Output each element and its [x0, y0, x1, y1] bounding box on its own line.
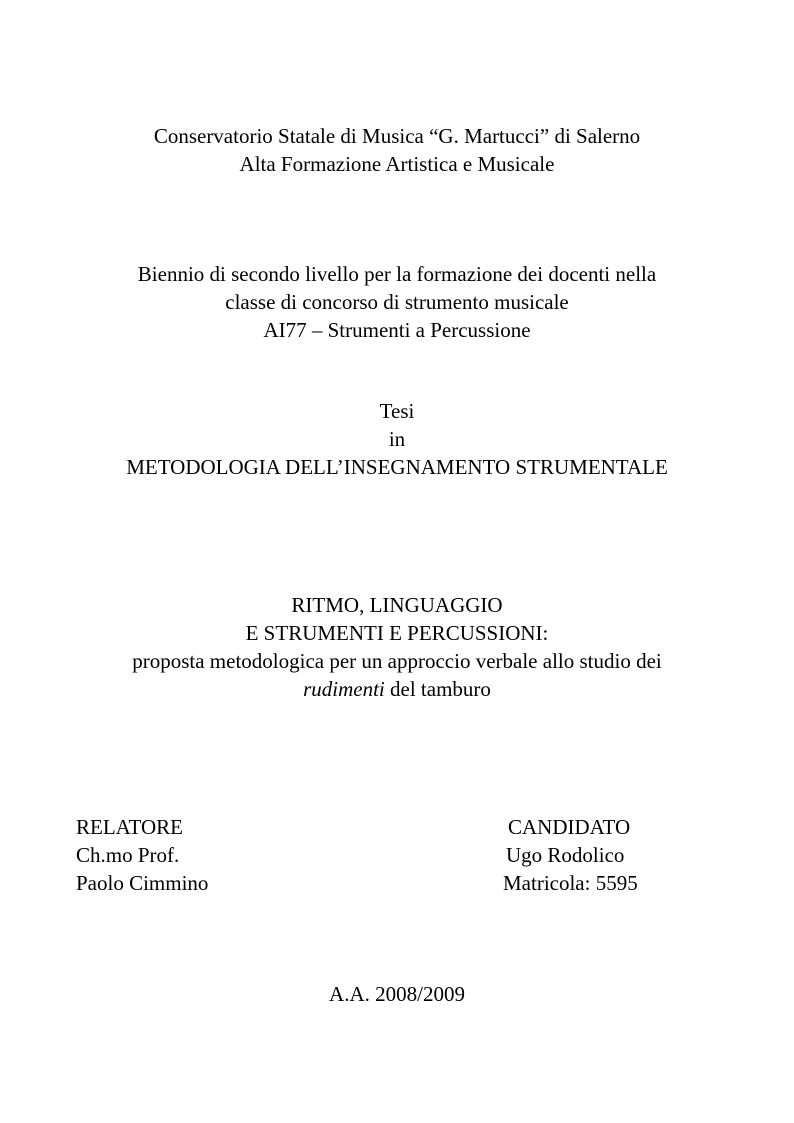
thesis-subject: METODOLOGIA DELL’INSEGNAMENTO STRUMENTALE [126, 455, 668, 479]
title-line-4 [0, 675, 794, 703]
title-line-2: E STRUMENTI E PERCUSSIONI: [245, 621, 549, 645]
academic-year-block [0, 980, 794, 1008]
institution-name: Conservatorio Statale di Musica “G. Martucci” di Salerno [153, 124, 641, 148]
institution-subtitle: Alta Formazione Artistica e Musicale [239, 152, 555, 176]
relatore-heading: RELATORE [76, 815, 183, 839]
course-line-3: AI77 – Strumenti a Percussione [263, 318, 531, 342]
candidato-matricola: Matricola: 5595 [503, 871, 638, 895]
title-block [0, 591, 794, 703]
thesis-in: in [388, 427, 406, 451]
candidato-block [503, 813, 638, 897]
title-italic-word: rudimenti [303, 677, 385, 701]
relatore-name: Paolo Cimmino [76, 871, 209, 895]
thesis-block [0, 397, 794, 481]
candidato-heading: CANDIDATO [508, 815, 631, 839]
candidato-name: Ugo Rodolico [506, 843, 625, 867]
title-line-1: RITMO, LINGUAGGIO [291, 593, 503, 617]
title-line-3: proposta metodologica per un approccio verbale allo studio dei [132, 649, 662, 673]
academic-year: A.A. 2008/2009 [329, 982, 465, 1006]
course-block [0, 260, 794, 344]
course-line-1: Biennio di secondo livello per la formazione dei docenti nella [137, 262, 657, 286]
relatore-title: Ch.mo Prof. [76, 843, 180, 867]
institution-block [0, 122, 794, 178]
thesis-label: Tesi [379, 399, 415, 423]
course-line-2: classe di concorso di strumento musicale [225, 290, 569, 314]
title-line-4-rest: del tamburo [384, 677, 491, 701]
relatore-block [76, 813, 208, 897]
